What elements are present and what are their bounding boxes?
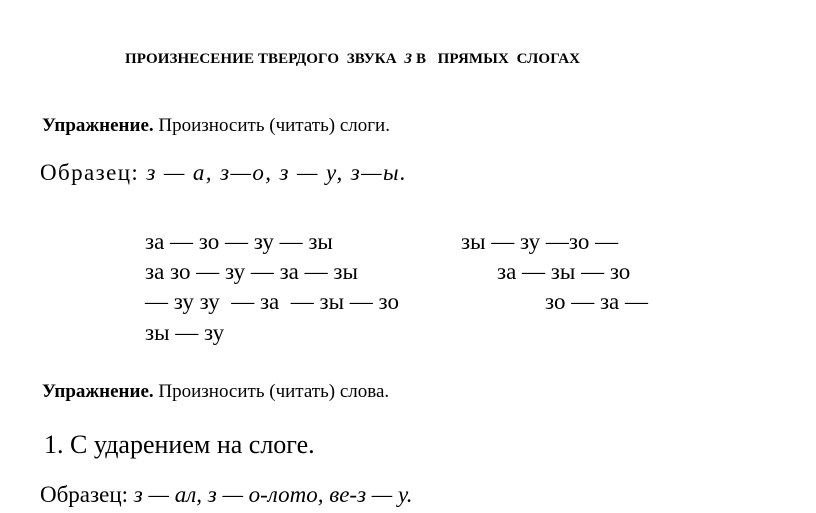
- sample2-label: Образец:: [40, 482, 134, 507]
- page-title: [125, 52, 580, 67]
- title-prefix: ПРОИЗНЕСЕНИЕ ТВЕРДОГО ЗВУКА: [125, 51, 405, 67]
- syllable-row-2-left: за зо — зу — за — зы: [145, 259, 358, 284]
- syllable-row-2-right: за — зы — зо: [497, 259, 631, 284]
- exercise1-heading: [42, 116, 390, 135]
- syllable-row-4-left: зы — зу: [145, 320, 225, 345]
- title-letter: З: [404, 51, 413, 67]
- exercise2-label: Упражнение.: [42, 381, 154, 402]
- sample2-line: [40, 483, 413, 506]
- syllable-row-1-left: за — зо — зу — зы: [145, 229, 333, 254]
- exercise1-text: Произносить (читать) слоги.: [153, 115, 390, 136]
- syllable-row-3-right: зо — за —: [545, 289, 648, 314]
- sample2-text: з — ал, з — о-лото, ве-з — у.: [133, 482, 413, 507]
- title-suffix: В ПРЯМЫХ СЛОГАХ: [412, 51, 581, 67]
- syllable-row-3-left: — зу зу — за — зы — зо: [145, 289, 399, 314]
- sample1-label: Образец:: [40, 160, 147, 185]
- exercise2-text: Произносить (читать) слова.: [153, 381, 390, 402]
- sample1-line: [40, 161, 407, 184]
- exercise2-heading: [42, 382, 389, 401]
- syllable-row-1-right: зы — зу —зо —: [461, 229, 619, 254]
- stress-heading: 1. С ударением на слоге.: [44, 430, 315, 459]
- sample1-text: з — а, з—о, з — у, з—ы.: [146, 160, 408, 185]
- exercise1-label: Упражнение.: [42, 115, 154, 136]
